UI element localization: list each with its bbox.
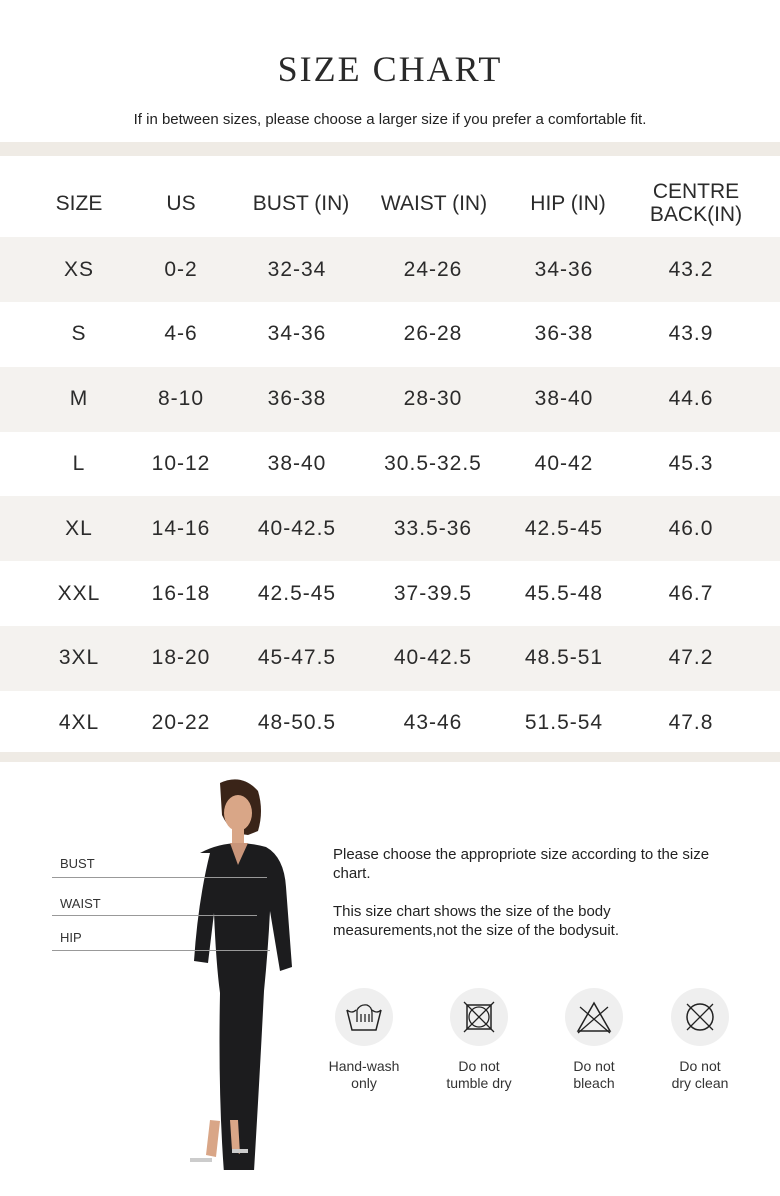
header-size: SIZE [55, 192, 103, 215]
cell-size: S [71, 322, 87, 346]
measure-label-hip: HIP [60, 930, 82, 945]
care-no-tumble-dry: Do not tumble dry [424, 988, 534, 1092]
cell-hip: 42.5-45 [524, 516, 604, 540]
table-row [0, 691, 780, 756]
cell-bust: 36-38 [267, 387, 327, 411]
page-title: SIZE CHART [277, 49, 503, 89]
cell-us: 20-22 [151, 711, 211, 735]
table-row [0, 431, 780, 496]
care-no-bleach: Do not bleach [539, 988, 649, 1092]
cell-hip: 40-42 [534, 451, 594, 475]
note-choose-size: Please choose the appropriote size according to the size chart. [333, 846, 710, 882]
cell-waist: 43-46 [403, 711, 463, 735]
table-row [0, 626, 780, 691]
cell-hip: 38-40 [534, 387, 594, 411]
header-us: US [166, 192, 196, 215]
cell-hip: 34-36 [534, 257, 594, 281]
cell-waist: 37-39.5 [393, 581, 473, 605]
cell-bust: 32-34 [267, 257, 327, 281]
cell-bust: 45-47.5 [257, 646, 337, 670]
cell-size: XXL [57, 581, 101, 605]
measure-line-bust [52, 877, 267, 878]
note-body-measurements: This size chart shows the size of the body measurements,not the size of the bodysuit. [333, 903, 619, 939]
cell-centre-back: 46.0 [668, 516, 714, 540]
no-dry-clean-icon [682, 999, 718, 1035]
table-header [0, 170, 780, 237]
no-tumble-dry-icon [461, 999, 497, 1035]
cell-us: 4-6 [164, 322, 198, 346]
cell-hip: 36-38 [534, 322, 594, 346]
care-hand-wash: Hand-wash only [309, 988, 419, 1092]
cell-waist: 40-42.5 [393, 646, 473, 670]
header-centre-back: CENTRE BACK(IN) [649, 180, 743, 226]
cell-centre-back: 46.7 [668, 581, 714, 605]
header-waist: WAIST (IN) [380, 192, 488, 215]
subtitle: If in between sizes, please choose a larger size if you prefer a comfortable fit. [133, 111, 647, 128]
cell-bust: 40-42.5 [257, 516, 337, 540]
cell-us: 14-16 [151, 516, 211, 540]
hand-wash-icon [344, 1000, 384, 1034]
cell-waist: 26-28 [403, 322, 463, 346]
table-row [0, 496, 780, 561]
measure-label-bust: BUST [60, 856, 95, 871]
cell-centre-back: 43.9 [668, 322, 714, 346]
measure-line-waist [52, 915, 257, 916]
divider-band [0, 142, 780, 156]
cell-us: 0-2 [164, 257, 198, 281]
cell-size: M [69, 387, 89, 411]
cell-hip: 51.5-54 [524, 711, 604, 735]
cell-hip: 48.5-51 [524, 646, 604, 670]
cell-bust: 48-50.5 [257, 711, 337, 735]
cell-us: 8-10 [157, 387, 205, 411]
model-figure [160, 775, 310, 1170]
cell-waist: 28-30 [403, 387, 463, 411]
header-hip: HIP (IN) [530, 192, 606, 215]
cell-centre-back: 43.2 [668, 257, 714, 281]
cell-hip: 45.5-48 [524, 581, 604, 605]
table-row [0, 237, 780, 302]
cell-waist: 24-26 [403, 257, 463, 281]
cell-size: L [72, 451, 86, 475]
cell-waist: 30.5-32.5 [384, 451, 482, 475]
table-row [0, 561, 780, 626]
cell-centre-back: 45.3 [668, 451, 714, 475]
cell-size: XS [63, 257, 95, 281]
cell-us: 16-18 [151, 581, 211, 605]
cell-centre-back: 44.6 [668, 387, 714, 411]
cell-centre-back: 47.8 [668, 711, 714, 735]
cell-bust: 38-40 [267, 451, 327, 475]
cell-size: XL [65, 516, 93, 540]
divider-band [0, 752, 780, 762]
cell-centre-back: 47.2 [668, 646, 714, 670]
measure-label-waist: WAIST [60, 896, 101, 911]
cell-size: 3XL [58, 646, 100, 670]
cell-waist: 33.5-36 [393, 516, 473, 540]
table-row [0, 302, 780, 367]
cell-us: 18-20 [151, 646, 211, 670]
cell-bust: 42.5-45 [257, 581, 337, 605]
header-bust: BUST (IN) [252, 192, 350, 215]
no-bleach-icon [574, 999, 614, 1035]
table-row [0, 367, 780, 432]
cell-us: 10-12 [151, 451, 211, 475]
cell-bust: 34-36 [267, 322, 327, 346]
cell-size: 4XL [58, 711, 100, 735]
care-no-dry-clean: Do not dry clean [645, 988, 755, 1092]
measure-line-hip [52, 950, 270, 951]
